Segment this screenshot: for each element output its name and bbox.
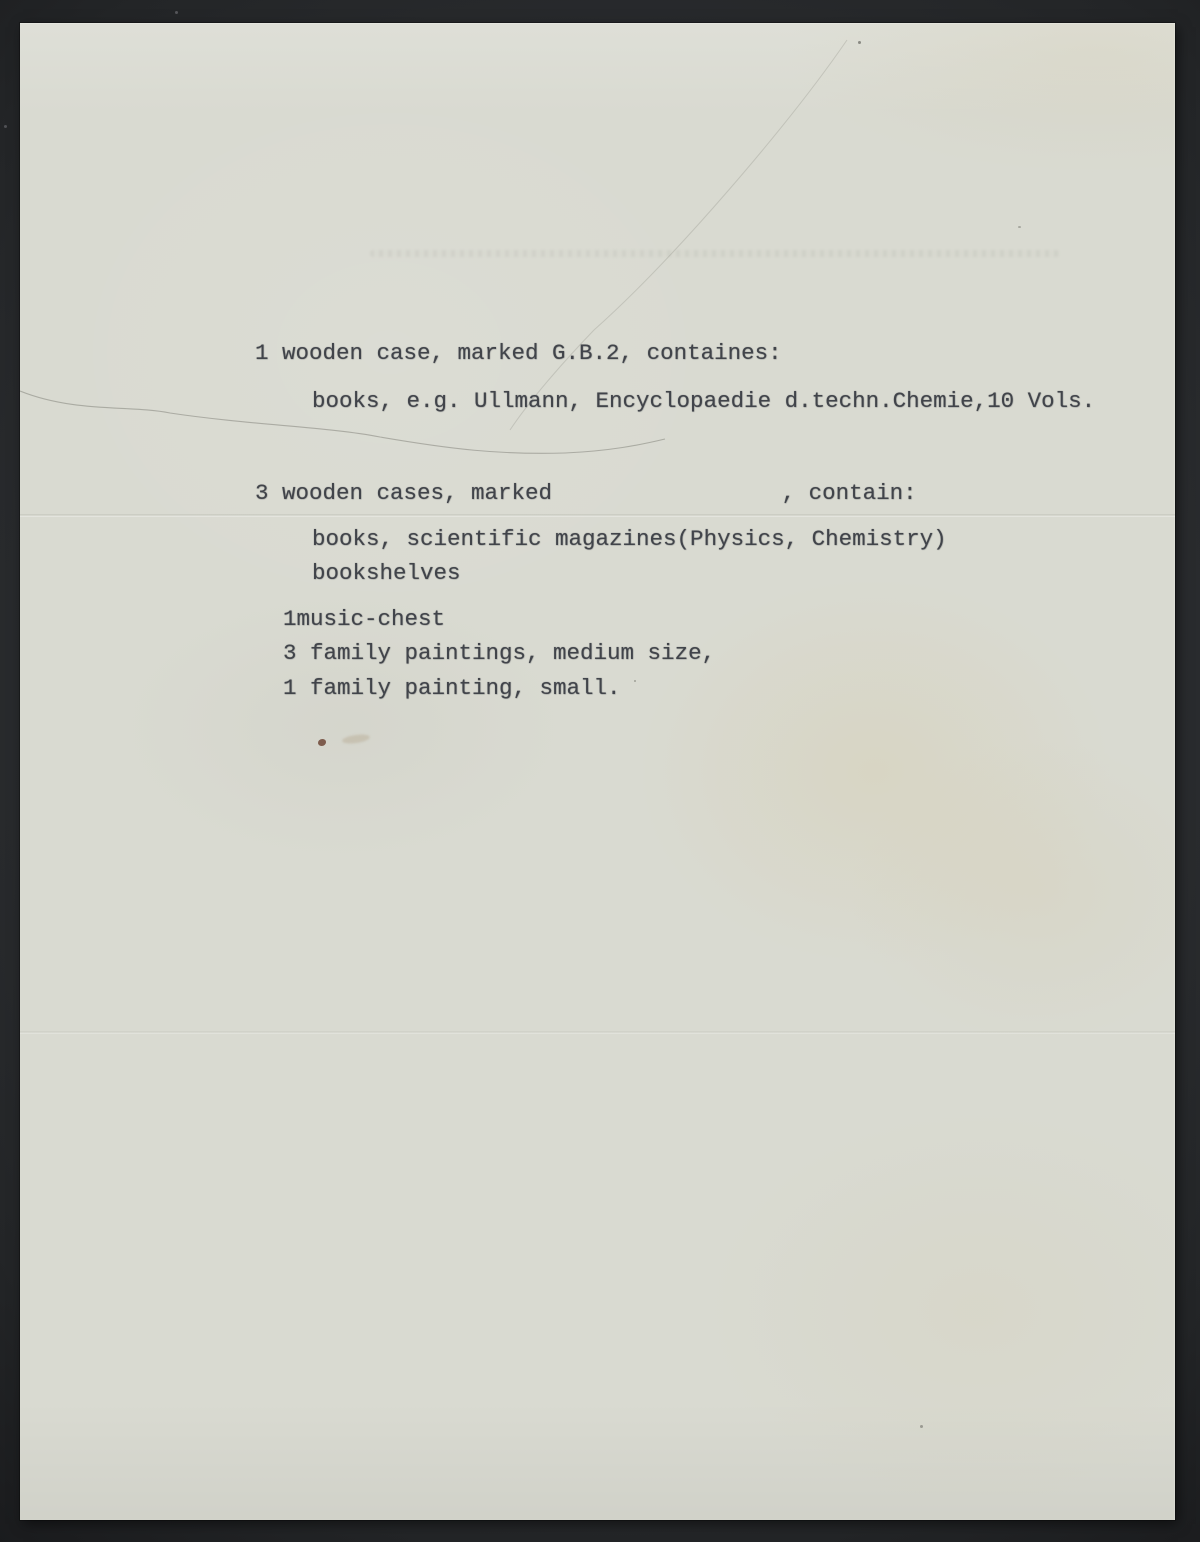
typed-line-bookshelves: bookshelves bbox=[312, 560, 461, 586]
fold-crease bbox=[20, 1031, 1175, 1034]
typed-line-paintings-medium: 3 family paintings, medium size, bbox=[283, 640, 716, 666]
typed-line-case1-contents: books, e.g. Ullmann, Encyclopaedie d.techn.Chemie,10 Vols. bbox=[312, 388, 1096, 414]
dust-speck bbox=[4, 125, 7, 128]
typed-line-music-chest: 1music-chest bbox=[283, 606, 446, 632]
typed-line-painting-small: 1 family painting, small. bbox=[283, 675, 621, 701]
ink-offset-smudge bbox=[370, 250, 1060, 257]
crease-hairlines bbox=[20, 23, 1175, 1520]
dust-speck bbox=[1018, 226, 1021, 228]
dust-speck bbox=[175, 11, 178, 14]
typed-line-case1-header: 1 wooden case, marked G.B.2, containes: bbox=[255, 340, 782, 366]
typed-line-cases3-header: 3 wooden cases, marked , contain: bbox=[255, 480, 917, 506]
typed-line-cases3-contents: books, scientific magazines(Physics, Chemistry) bbox=[312, 526, 947, 552]
dust-speck bbox=[858, 41, 861, 44]
dust-speck bbox=[920, 1425, 923, 1428]
document-page bbox=[20, 23, 1175, 1520]
ink-speck bbox=[318, 739, 326, 746]
dust-speck bbox=[634, 680, 636, 682]
stain-smudge bbox=[342, 733, 371, 745]
fold-crease bbox=[20, 514, 1175, 517]
